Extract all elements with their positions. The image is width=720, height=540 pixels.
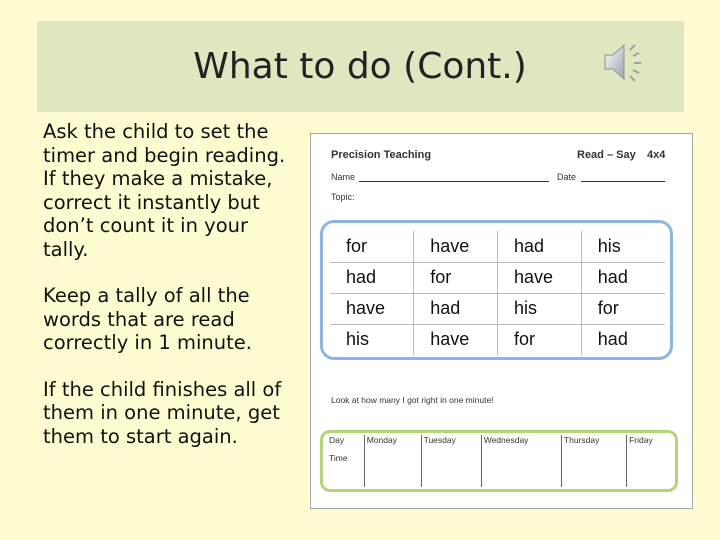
tally-day: Day [327, 435, 364, 453]
grid-word: his [581, 231, 665, 262]
tally-day: Friday [629, 435, 653, 445]
instructions-text [43, 120, 293, 471]
grid-row [330, 231, 665, 262]
grid-word: have [330, 293, 414, 324]
tally-table [327, 435, 672, 487]
tally-day: Monday [364, 435, 421, 453]
grid-word: for [581, 293, 665, 324]
date-label: Date [557, 172, 577, 182]
slide-title: What to do (Cont.) [193, 46, 527, 87]
name-line [359, 181, 549, 182]
tally-day: Thursday [561, 435, 626, 453]
grid-word: have [414, 231, 498, 262]
grid-word: had [498, 231, 582, 262]
word-grid-box [320, 220, 673, 360]
grid-word: for [330, 231, 414, 262]
grid-word: had [597, 329, 628, 350]
tally-cell [561, 453, 626, 487]
grid-word: have [414, 324, 498, 355]
worksheet-mode: Read – Say [577, 149, 636, 161]
worksheet-size: 4x4 [647, 149, 666, 161]
tally-cell [481, 453, 561, 487]
grid-word: had [581, 262, 665, 293]
tally-day: Wednesday [481, 435, 561, 453]
tally-box [320, 430, 678, 492]
tally-time-row [327, 453, 672, 487]
instruction-paragraph: Ask the child to set the timer and begin reading. If they make a mistake, correct it instantly but don’t count it in your tally. [43, 120, 286, 261]
grid-row [330, 293, 665, 324]
grid-word: for [498, 324, 582, 355]
word-grid [330, 231, 665, 355]
tally-header-row [327, 435, 672, 453]
grid-word: for [414, 262, 498, 293]
tally-cell [421, 453, 481, 487]
worksheet-title: Precision Teaching [331, 149, 432, 161]
tally-time-label: Time [327, 453, 364, 487]
grid-word: his [498, 293, 582, 324]
tally-instruction: Look at how many I got right in one minute! [331, 395, 494, 405]
grid-row [330, 324, 665, 355]
instruction-paragraph: If the child finishes all of them in one minute, get them to start again. [43, 377, 282, 448]
grid-word: his [330, 324, 414, 355]
date-line [581, 181, 665, 182]
tally-day: Tuesday [421, 435, 481, 453]
tally-cell [364, 453, 421, 487]
grid-word: have [498, 262, 582, 293]
grid-word: had [414, 293, 498, 324]
grid-word: had [330, 262, 414, 293]
instruction-paragraph: Keep a tally of all the words that are read correctly in 1 minute. [43, 284, 252, 354]
topic-label: Topic: [331, 192, 355, 202]
speaker-icon[interactable] [602, 40, 650, 84]
name-label: Name [331, 172, 356, 182]
grid-row [330, 262, 665, 293]
tally-cell [627, 453, 672, 487]
worksheet-image [310, 133, 693, 509]
